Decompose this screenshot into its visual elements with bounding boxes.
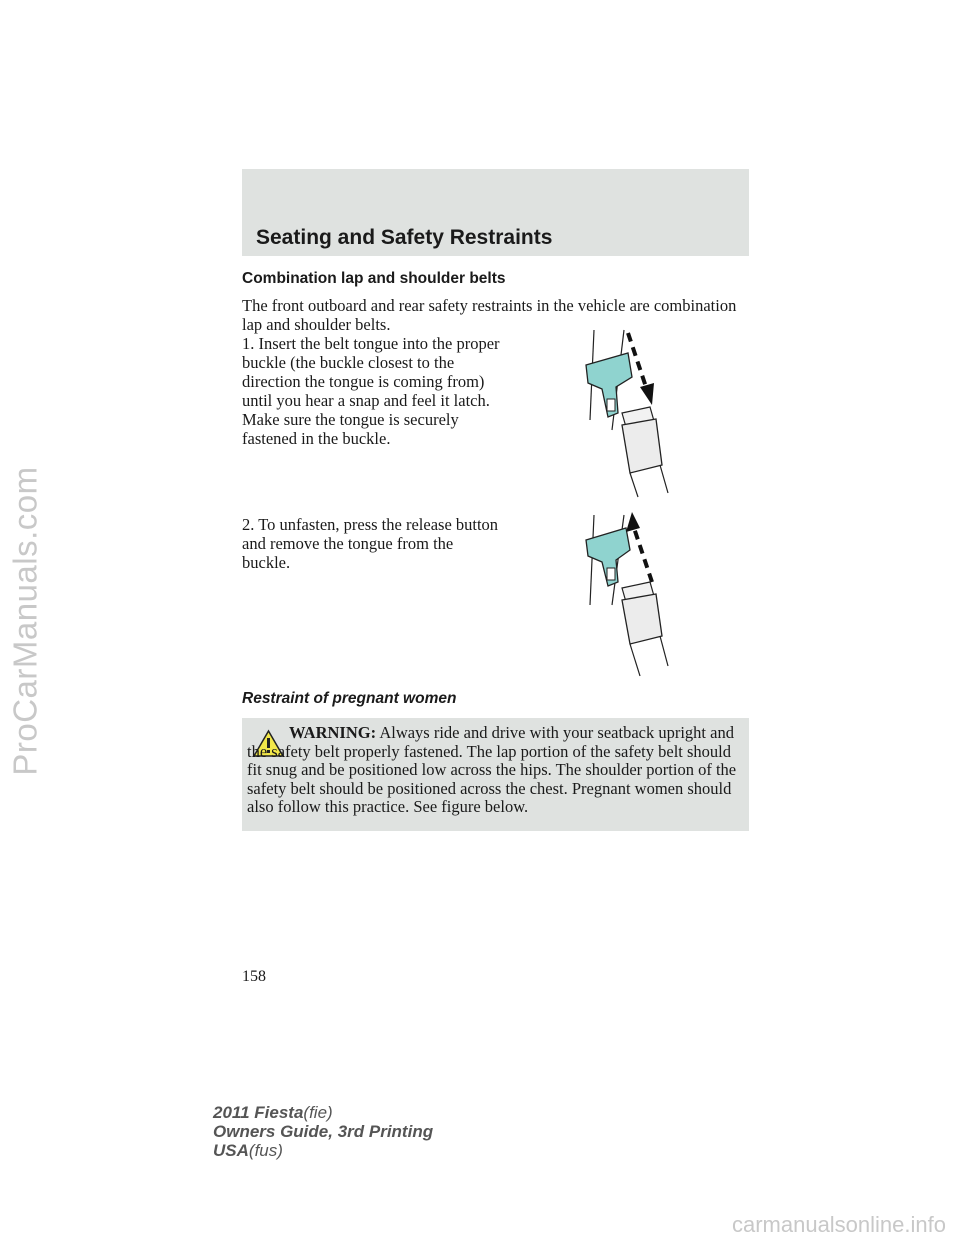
section-title: Seating and Safety Restraints xyxy=(256,226,553,249)
footer-guide: Owners Guide, 3rd Printing xyxy=(213,1122,434,1141)
footer-model: 2011 Fiesta xyxy=(213,1103,304,1122)
footer-model-code: (fie) xyxy=(303,1103,333,1122)
belts-intro: The front outboard and rear safety restraints in the vehicle are combination lap and shoulder belts. xyxy=(242,296,737,334)
document-footer xyxy=(213,1103,433,1160)
belts-heading: Combination lap and shoulder belts xyxy=(242,270,506,287)
footer-market-code: (fus) xyxy=(248,1141,283,1160)
step-2-text: 2. To unfasten, press the release button and remove the tongue from the buckle. xyxy=(242,515,499,572)
buckle-release-illustration xyxy=(570,510,690,680)
warning-text xyxy=(247,724,737,817)
buckle-fasten-illustration xyxy=(570,325,690,500)
warning-body: Always ride and drive with your seatback upright and the safety belt properly fastened. The lap portion of the safety belt should fit snug and be positioned low across the hips. The shoulder portion of the safety belt should be positioned across the chest. Pregnant women should also follow this practice. See figure below. xyxy=(247,723,737,817)
side-watermark xyxy=(6,0,46,1242)
footer-market: USA xyxy=(213,1141,249,1160)
step-1-text: 1. Insert the belt tongue into the proper buckle (the buckle closest to the direction the tongue is coming from) until you hear a snap and feel it latch. Make sure the tongue is securely fastened in the buckle. xyxy=(242,334,500,448)
warning-box xyxy=(242,718,749,831)
section-header-band xyxy=(242,169,749,256)
warning-label: WARNING: xyxy=(289,723,377,742)
page-number: 158 xyxy=(242,968,266,985)
pregnant-heading: Restraint of pregnant women xyxy=(242,690,457,707)
bottom-watermark: carmanualsonline.info xyxy=(731,1212,946,1237)
side-watermark-text: ProCarManuals.com xyxy=(7,466,44,776)
